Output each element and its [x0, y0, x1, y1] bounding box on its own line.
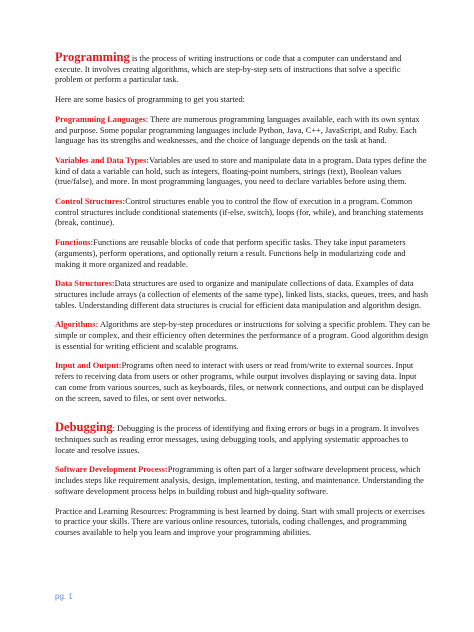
- software-heading: Software Development Process:: [55, 465, 168, 475]
- section-heading: Data Structures:: [55, 279, 115, 289]
- intro-text: is the process of writing instructions or code that a computer can understand and execute. It involves creating algorithms, which are step-by-step sets of instructions that solve a specific problem or perform a particular task.: [55, 54, 402, 85]
- section-programming-languages: [55, 115, 430, 147]
- section-text: Data structures are used to organize and manipulate collections of data. Examples of data structures include arrays (a collection of elements of the same type), linked lists, stacks, queues, trees, and hash tables. Understanding different data structures is crucial for efficient data manipulation and algorithm design.: [55, 279, 429, 310]
- section-heading: Algorithms:: [55, 320, 99, 330]
- section-text: Control structures enable you to control the flow of execution in a program. Common control structures include conditional statements (if-else, switch), loops (for, while), and branching statements (break, continue).: [55, 197, 424, 228]
- section-heading: Input and Output:: [55, 361, 122, 371]
- section-text: : There are numerous programming languages available, each with its own syntax and purpose. Some popular programming languages include Python, Java, C++, JavaScript, and Ruby. Each language has its strengths and weaknesses, and the choice of language depends on the task at hand.: [55, 114, 420, 146]
- section-algorithms: [55, 320, 430, 352]
- practice-paragraph: Practice and Learning Resources: Programming is best learned by doing. Start with small projects or exercises to practice your skills. There are various online resources, tutorials, coding challenges, and programming courses available to help you learn and improve your programming abilities.: [55, 506, 425, 537]
- section-variables: [55, 156, 430, 188]
- software-process-paragraph: [55, 465, 430, 497]
- lead-paragraph: Here are some basics of programming to get you started:: [55, 95, 246, 105]
- section-text: Variables are used to store and manipulate data in a program. Data types define the kind of data a variable can hold, such as integers, floating-point numbers, strings (text), Boolean values (true/false), and more. In most programming languages, you need to declare variables before using them.: [55, 155, 427, 187]
- section-text: Functions are reusable blocks of code that perform specific tasks. They take input parameters (arguments), perform operations, and optionally return a result. Functions help in modularizing code and making it more organized and readable.: [55, 238, 406, 269]
- software-text: Programming is often part of a larger software development process, which includes steps like requirement analysis, design, implementation, testing, and maintenance. Understanding the software development process helps in building robust and high-quality software.: [55, 465, 424, 496]
- section-heading: Programming Languages: [55, 114, 146, 124]
- section-text: Programs often need to interact with users or read from/write to external sources. Input refers to receiving data from users or other programs, while output involves displaying or saving data. Input can come from various sources, such as keyboards, files, or network connections, and output can be displayed on the screen, saved to files, or sent over networks.: [55, 361, 424, 403]
- section-heading: Variables and Data Types:: [55, 155, 150, 165]
- section-input-output: [55, 361, 430, 404]
- debugging-heading: Debugging: [55, 420, 113, 435]
- section-heading: Control Structures:: [55, 197, 126, 207]
- debugging-text: : Debugging is the process of identifying and fixing errors or bugs in a program. It involves techniques such as reading error messages, using debugging tools, and applying systematic approaches to locate and resolve issues.: [55, 424, 419, 455]
- page-number: pg. 1: [55, 592, 73, 601]
- section-data-structures: [55, 279, 430, 311]
- intro-heading: Programming: [55, 50, 130, 64]
- debugging-paragraph: [55, 422, 430, 456]
- section-text: Algorithms are step-by-step procedures or instructions for solving a specific problem. They can be simple or complex, and their efficiency often determines the performance of a program. Good algorithm design is essential for writing efficient and scalable programs.: [55, 320, 430, 351]
- section-control-structures: [55, 197, 430, 229]
- section-functions: [55, 238, 430, 270]
- intro-paragraph: [55, 52, 430, 86]
- section-heading: Functions:: [55, 238, 94, 248]
